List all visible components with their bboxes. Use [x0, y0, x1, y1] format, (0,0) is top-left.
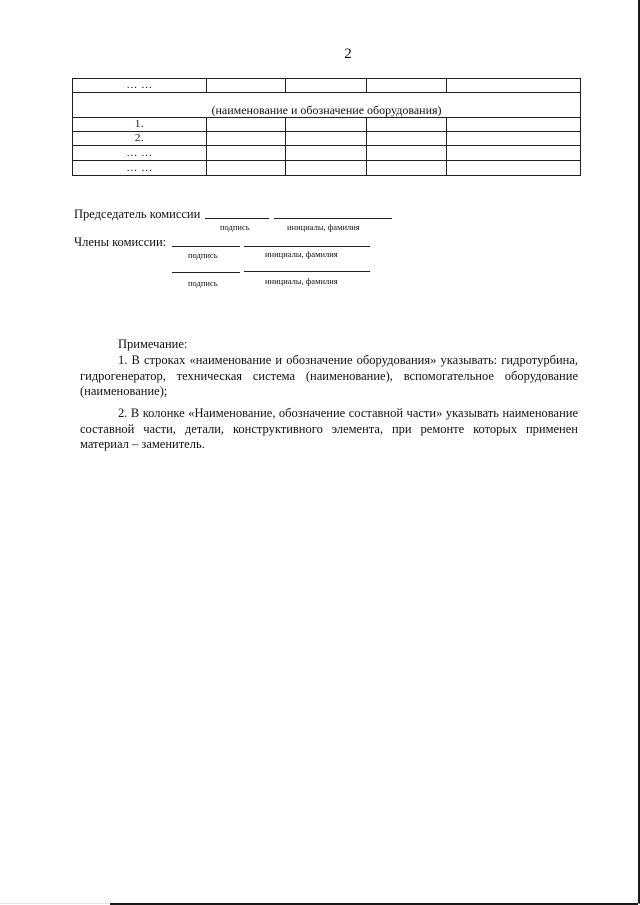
- equipment-section-title: (наименование и обозначение оборудования): [73, 93, 581, 118]
- table-cell: [367, 79, 447, 93]
- member-1-initials-line: [244, 246, 370, 247]
- table-cell: [367, 132, 447, 146]
- table-cell: [447, 118, 581, 132]
- chairman-initials-line: [274, 218, 392, 219]
- table-row: [73, 132, 581, 146]
- table-row: [73, 79, 581, 93]
- member-2-initials-caption: инициалы, фамилия: [265, 276, 338, 286]
- table-cell: [207, 132, 286, 146]
- table-cell: 1.: [73, 118, 207, 132]
- member-2-signature-caption: подпись: [188, 278, 218, 288]
- table-cell: … …: [73, 146, 207, 161]
- table-cell: [286, 146, 367, 161]
- member-1-initials-caption: инициалы, фамилия: [265, 249, 338, 259]
- note-item-2: 2. В колонке «Наименование, обозначение составной части» указывать наименование составной части, детали, конструктивного элемента, при ремонте которых применен материал – заменитель.: [80, 406, 578, 451]
- table-cell: [207, 118, 286, 132]
- table-cell: [286, 79, 367, 93]
- table-cell: [286, 118, 367, 132]
- equipment-table: [72, 78, 581, 176]
- table-cell: [447, 161, 581, 176]
- table-cell: 2.: [73, 132, 207, 146]
- member-1-signature-line: [172, 246, 240, 247]
- members-label: Члены комиссии:: [74, 235, 167, 249]
- chairman-label: Председатель комиссии: [74, 207, 201, 221]
- table-cell: [286, 161, 367, 176]
- note-item-1: 1. В строках «наименование и обозначение оборудования» указывать: гидротурбина, гидрогенератор, техническая система (наименование), вспомогательное оборудование (наименование);: [80, 353, 578, 398]
- note-title: Примечание:: [118, 337, 188, 351]
- table-row: [73, 146, 581, 161]
- chairman-signature-caption: подпись: [220, 222, 250, 232]
- member-1-signature-caption: подпись: [188, 250, 218, 260]
- table-cell: [367, 118, 447, 132]
- table-cell: [207, 161, 286, 176]
- chairman-signature-line: [205, 218, 269, 219]
- table-cell: [286, 132, 367, 146]
- table-cell: [447, 79, 581, 93]
- table-section-row: [73, 93, 581, 118]
- table-cell: [367, 146, 447, 161]
- table-cell: [367, 161, 447, 176]
- page-number: 2: [344, 46, 352, 62]
- chairman-initials-caption: инициалы, фамилия: [287, 222, 360, 232]
- member-2-signature-line: [172, 272, 240, 273]
- member-2-initials-line: [244, 271, 370, 272]
- table-cell: … …: [73, 161, 207, 176]
- table-cell: [447, 146, 581, 161]
- table-cell: [447, 132, 581, 146]
- table-row: [73, 118, 581, 132]
- table-row: [73, 161, 581, 176]
- table-cell: … …: [73, 79, 207, 93]
- table-cell: [207, 79, 286, 93]
- table-cell: [207, 146, 286, 161]
